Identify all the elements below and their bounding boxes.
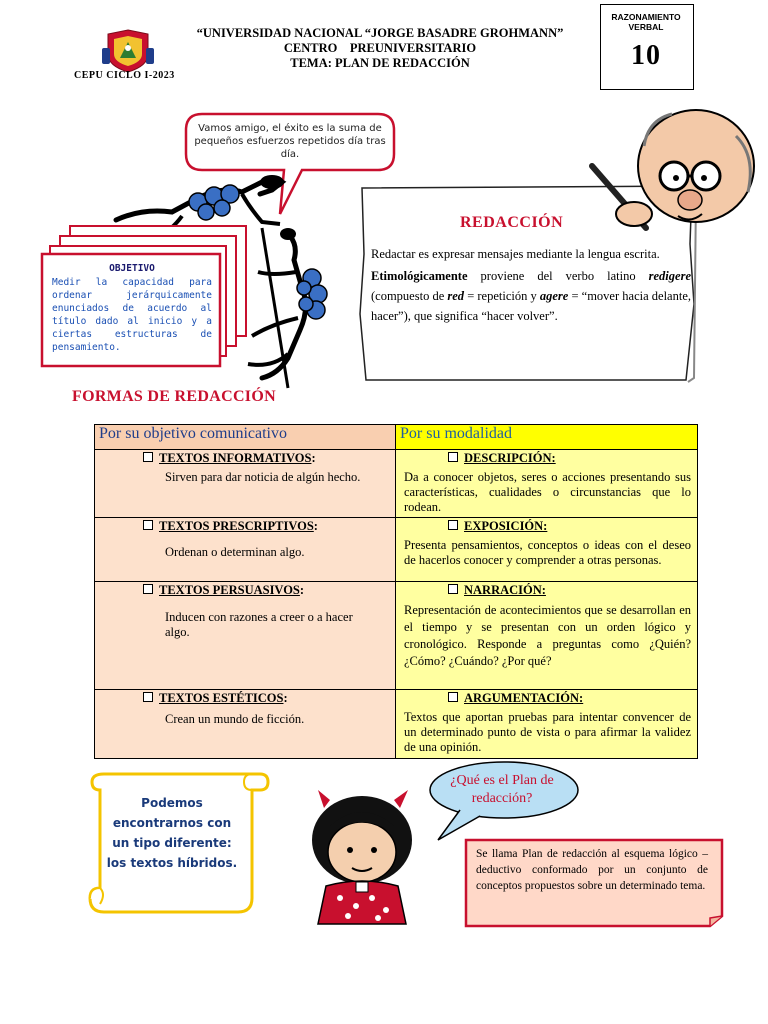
modality-title: ARGUMENTACIÓN: — [464, 691, 584, 705]
right-cell-text: Presenta pensamientos, conceptos o ideas con el deseo de hacerlos conocer y comprender a otras personas. — [404, 538, 691, 567]
right-cell-title — [396, 450, 697, 466]
left-cell-title: TEXTOS ESTÉTICOS: — [95, 690, 395, 706]
plan-question: ¿Qué es el Plan de redacción? — [450, 773, 554, 806]
formas-table — [94, 424, 698, 759]
right-cell-text: Textos que aportan pruebas para intentar convencer de un determinado punto de vista o para afirmar la validez de una opinión. — [404, 710, 691, 754]
left-cell-title: TEXTOS PRESCRIPTIVOS: — [95, 518, 395, 534]
left-cell-title: TEXTOS INFORMATIVOS: — [95, 450, 395, 466]
left-cell-text: Crean un mundo de ficción. — [165, 712, 305, 726]
left-cell — [95, 582, 396, 690]
text-span: proviene del verbo latino — [467, 269, 649, 283]
text-type-title: TEXTOS ESTÉTICOS — [159, 691, 284, 705]
header-modalidad: Por su modalidad — [396, 425, 698, 450]
text-type-title: TEXTOS PERSUASIVOS — [159, 583, 300, 597]
left-cell-text: Sirven para dar noticia de algún hecho. — [165, 470, 361, 484]
left-cell-title: TEXTOS PERSUASIVOS: — [95, 582, 395, 598]
modality-title: NARRACIÓN: — [464, 583, 546, 597]
header-objetivo: Por su objetivo comunicativo — [95, 425, 396, 450]
redaccion-p2 — [371, 266, 691, 326]
table-header-row — [95, 425, 698, 450]
right-cell — [396, 450, 698, 518]
center-name: CENTRO PREUNIVERSITARIO — [283, 41, 477, 55]
checkbox-bullet-icon — [143, 692, 153, 702]
checkbox-bullet-icon — [448, 692, 458, 702]
table-row — [95, 518, 698, 582]
checkbox-bullet-icon — [143, 520, 153, 530]
right-cell-title — [396, 582, 697, 598]
redaccion-definition — [371, 244, 691, 328]
checkbox-bullet-icon — [448, 452, 458, 462]
table-row — [95, 450, 698, 518]
plan-answer-text: Se llama Plan de redacción al esquema lógico – deductivo conformado por un conjunto de conceptos propuestos sobre un determinado tema. — [476, 848, 708, 892]
table-row — [95, 582, 698, 690]
left-cell-text: Inducen con razones a creer o a hacer algo. — [165, 610, 353, 639]
right-cell — [396, 690, 698, 759]
topic-title: TEMA: PLAN DE REDACCIÓN — [290, 56, 470, 70]
text-span: = repetición y — [464, 289, 540, 303]
course-label: RAZONAMIENTO VERBAL — [611, 12, 681, 32]
cycle-label: CEPU CICLO I-2023 — [74, 70, 175, 81]
formas-title: FORMAS DE REDACCIÓN — [72, 388, 276, 405]
modality-title: EXPOSICIÓN: — [464, 519, 548, 533]
objetivo-text: Medir la capacidad para ordenar jerárquicamente enunciados de acuerdo al título dado al inicio y a ciertas estructuras de pensamiento. — [52, 277, 212, 353]
redaccion-title: REDACCIÓN — [460, 214, 564, 231]
latin-root-red: red — [447, 289, 465, 303]
checkbox-bullet-icon — [448, 584, 458, 594]
header-title-block — [160, 26, 600, 71]
motivation-quote: Vamos amigo, el éxito es la suma de pequeños esfuerzos repetidos día tras día. — [194, 123, 386, 160]
text-span: (compuesto de — [371, 289, 448, 303]
text-span: = “mover hacia delante, hacer”), que significa “hacer volver”. — [371, 289, 691, 323]
left-cell-text: Ordenan o determinan algo. — [165, 545, 305, 559]
text-type-title: TEXTOS INFORMATIVOS — [159, 451, 312, 465]
right-cell-text: Da a conocer objetos, seres o acciones presentando sus características, cualidades o circunstancias que lo rodean. — [404, 470, 691, 514]
latin-root-agere: agere — [539, 289, 569, 303]
checkbox-bullet-icon — [143, 452, 153, 462]
modality-title: DESCRIPCIÓN: — [464, 451, 556, 465]
left-cell — [95, 450, 396, 518]
right-cell-title — [396, 518, 697, 534]
mafalda-illustration — [290, 790, 440, 930]
hybrid-texts-note: Podemos encontrarnos con un tipo diferente: los textos híbridos. — [106, 796, 238, 870]
objetivo-title: OBJETIVO — [109, 263, 155, 274]
etimologia-label: Etimológicamente — [371, 269, 468, 283]
right-cell-text: Representación de acontecimientos que se desarrollan en el tiempo y se presentan con un orden lógico y cronológico. Responde a preguntas como ¿Quién? ¿Cómo? ¿Cuándo? ¿Por qué? — [404, 603, 691, 668]
checkbox-bullet-icon — [448, 520, 458, 530]
university-name: “UNIVERSIDAD NACIONAL “JORGE BASADRE GROHMANN” — [196, 26, 564, 40]
left-cell — [95, 518, 396, 582]
redaccion-p1: Redactar es expresar mensajes mediante la lengua escrita. — [371, 247, 660, 261]
left-cell — [95, 690, 396, 759]
right-cell — [396, 582, 698, 690]
session-number: 10 — [631, 40, 661, 71]
latin-word: redigere — [648, 269, 691, 283]
checkbox-bullet-icon — [143, 584, 153, 594]
text-type-title: TEXTOS PRESCRIPTIVOS — [159, 519, 314, 533]
table-row — [95, 690, 698, 759]
university-logo — [98, 28, 158, 74]
right-cell-title — [396, 690, 697, 706]
old-man-writing-illustration — [586, 96, 766, 246]
right-cell — [396, 518, 698, 582]
